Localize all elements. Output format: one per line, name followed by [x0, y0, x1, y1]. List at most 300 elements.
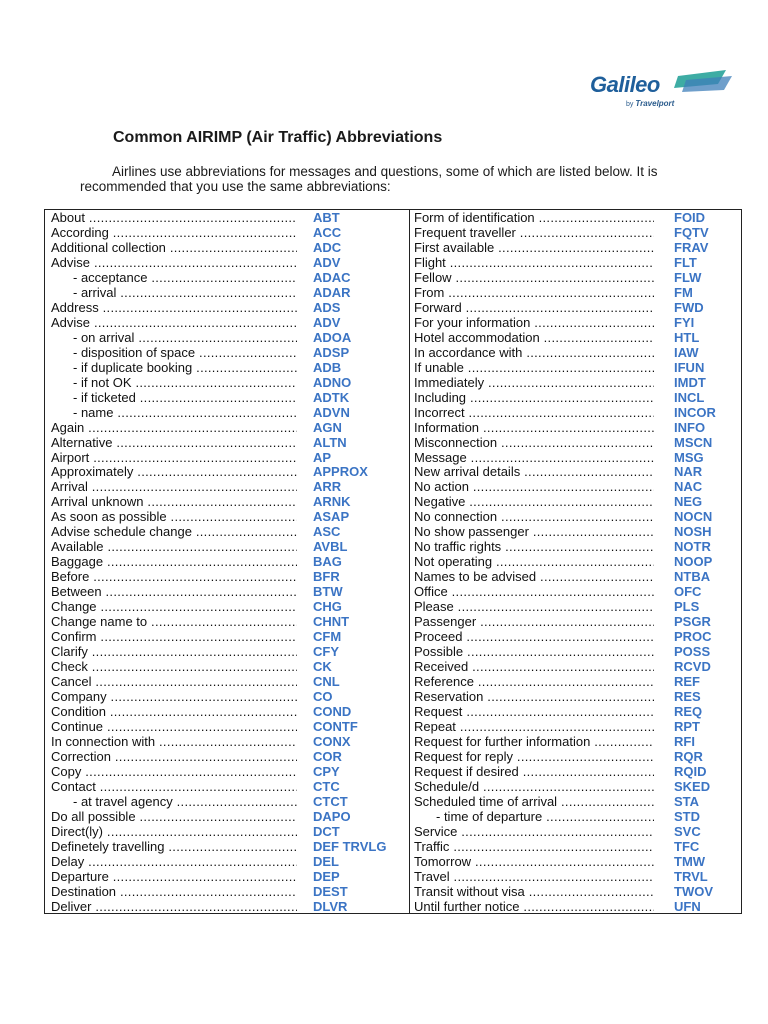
abbreviation-term	[414, 750, 654, 765]
abbreviation-row	[51, 451, 405, 466]
abbreviation-row	[51, 480, 405, 495]
abbreviation-row	[51, 226, 405, 241]
abbreviation-code: FLW	[674, 269, 702, 285]
abbreviation-term	[414, 480, 654, 495]
abbreviation-term	[51, 480, 297, 495]
abbreviation-code: CO	[313, 689, 333, 704]
abbreviation-row	[414, 780, 739, 795]
term-text: Negative .....	[414, 495, 654, 509]
abbreviation-row	[51, 705, 405, 720]
abbreviation-row	[51, 256, 405, 271]
term-text: Condition .....	[51, 705, 297, 719]
abbreviation-code: INCL	[674, 389, 705, 405]
term-text: No action .....	[414, 480, 654, 494]
term-text: Deliver .....	[51, 900, 297, 914]
abbreviation-row	[51, 630, 405, 645]
abbreviation-row	[51, 495, 405, 510]
abbreviation-code: CFY	[313, 644, 339, 660]
term-text: Incorrect .....	[414, 406, 654, 420]
abbreviation-code: ADTK	[313, 389, 350, 405]
abbreviation-code: APPROX	[313, 464, 368, 480]
term-text: Message .....	[414, 451, 654, 465]
abbreviation-row	[414, 346, 739, 361]
abbreviation-term	[51, 555, 297, 570]
abbreviation-row	[51, 585, 405, 600]
abbreviation-term	[51, 780, 297, 795]
abbreviation-term	[51, 825, 297, 840]
term-text: Frequent traveller .....	[414, 226, 654, 240]
abbreviation-code: TRVL	[674, 868, 708, 884]
abbreviation-row	[414, 705, 739, 720]
abbreviation-row	[51, 361, 405, 376]
abbreviation-code: NOCN	[674, 509, 713, 525]
abbreviation-term	[414, 765, 654, 780]
term-text: - arrival .....	[73, 286, 297, 300]
abbreviation-term	[414, 675, 654, 690]
logo-swoosh-icon	[674, 66, 736, 96]
term-text: No show passenger .....	[414, 525, 654, 539]
abbreviation-term	[414, 256, 654, 271]
term-text: Confirm .....	[51, 630, 297, 644]
abbreviation-row	[51, 750, 405, 765]
abbreviation-code: CONX	[313, 733, 351, 749]
abbreviation-row	[51, 465, 405, 480]
abbreviation-term	[51, 765, 297, 780]
abbreviation-row	[51, 870, 405, 885]
abbreviation-row	[51, 510, 405, 525]
abbreviation-term	[414, 660, 654, 675]
abbreviation-row	[414, 316, 739, 331]
abbreviation-row	[414, 885, 739, 900]
page-title: Common AIRIMP (Air Traffic) Abbreviations	[113, 129, 443, 146]
abbreviation-term	[51, 436, 297, 451]
abbreviation-code: FM	[674, 284, 693, 300]
term-text: - time of departure .....	[436, 810, 654, 824]
abbreviation-term	[51, 376, 297, 391]
abbreviation-term	[51, 690, 297, 705]
abbreviation-term	[51, 226, 297, 241]
term-text: Immediately .....	[414, 376, 654, 390]
abbreviation-row	[414, 510, 739, 525]
abbreviation-term	[51, 495, 297, 510]
abbreviation-term	[51, 271, 297, 286]
abbreviation-row	[414, 765, 739, 780]
abbreviation-term	[414, 271, 654, 286]
term-text: Arrival .....	[51, 480, 297, 494]
abbreviation-row	[51, 271, 405, 286]
abbreviation-term	[51, 630, 297, 645]
term-text: Forward .....	[414, 301, 654, 315]
term-text: Traffic .....	[414, 840, 654, 854]
term-text: Reference .....	[414, 675, 654, 689]
abbreviation-code: COND	[313, 703, 352, 719]
term-text: Clarify .....	[51, 645, 297, 659]
abbreviation-row	[414, 421, 739, 436]
abbreviation-term	[414, 630, 654, 645]
abbreviation-term	[414, 690, 654, 705]
term-text: Contact .....	[51, 780, 297, 794]
abbreviation-row	[414, 585, 739, 600]
abbreviation-code: BTW	[313, 584, 343, 600]
abbreviation-code: ALTN	[313, 434, 347, 450]
abbreviation-row	[51, 825, 405, 840]
abbreviation-row	[414, 840, 739, 855]
abbreviation-code: REQ	[674, 703, 703, 719]
term-text: Until further notice .....	[414, 900, 654, 914]
term-text: Before .....	[51, 570, 297, 584]
abbreviation-term	[51, 885, 297, 900]
abbreviation-row	[51, 645, 405, 660]
abbreviation-row	[51, 406, 405, 421]
abbreviation-term	[51, 346, 297, 361]
abbreviation-row	[414, 900, 739, 915]
abbreviation-code: STD	[674, 808, 700, 824]
term-text: Request for reply .....	[414, 750, 654, 764]
abbreviation-row	[414, 525, 739, 540]
abbreviation-code: RES	[674, 689, 701, 704]
abbreviation-code: RFI	[674, 733, 695, 749]
abbreviation-term	[414, 585, 654, 600]
abbreviation-code: ACC	[313, 224, 342, 240]
abbreviation-code: RQR	[674, 748, 703, 764]
abbreviation-row	[51, 765, 405, 780]
abbreviation-row	[414, 331, 739, 346]
abbreviation-code: CONTF	[313, 718, 358, 734]
abbreviation-row	[414, 301, 739, 316]
abbreviation-row	[414, 735, 739, 750]
abbreviation-row	[414, 630, 739, 645]
abbreviation-term	[414, 331, 654, 346]
abbreviation-code: DEP	[313, 868, 340, 884]
abbreviation-row	[51, 211, 405, 226]
abbreviation-row	[414, 675, 739, 690]
term-text: - if ticketed .....	[73, 391, 297, 405]
abbreviation-code: NTBA	[674, 569, 711, 585]
term-text: Please .....	[414, 600, 654, 614]
abbreviation-row	[51, 810, 405, 825]
term-text: Request if desired .....	[414, 765, 654, 779]
term-text: Reservation .....	[414, 690, 654, 704]
term-text: Definetely travelling .....	[51, 840, 297, 854]
abbreviation-term	[414, 540, 654, 555]
abbreviation-row	[414, 451, 739, 466]
abbreviation-code: FWD	[674, 299, 704, 315]
abbreviation-code: IFUN	[674, 359, 705, 375]
abbreviation-code: ADV	[313, 314, 341, 330]
abbreviation-row	[414, 391, 739, 406]
term-text: Form of identification .....	[414, 211, 654, 225]
abbreviation-code: REF	[674, 674, 700, 690]
abbreviation-code: MSG	[674, 449, 704, 465]
abbreviation-term	[414, 391, 654, 406]
abbreviation-row	[51, 900, 405, 915]
abbreviation-row	[414, 540, 739, 555]
term-text: - disposition of space .....	[73, 346, 297, 360]
abbreviation-term	[51, 675, 297, 690]
abbreviation-term	[51, 391, 297, 406]
abbreviation-code: BAG	[313, 554, 342, 570]
abbreviation-row	[51, 615, 405, 630]
abbreviation-term	[51, 600, 297, 615]
abbreviation-code: FLT	[674, 254, 697, 270]
abbreviation-row	[51, 346, 405, 361]
term-text: - name .....	[73, 406, 297, 420]
abbreviation-code: ADVN	[313, 404, 350, 420]
abbreviation-row	[51, 376, 405, 391]
abbreviation-term	[51, 361, 297, 376]
abbreviation-term	[414, 555, 654, 570]
abbreviation-row	[414, 750, 739, 765]
abbreviation-term	[51, 421, 297, 436]
abbreviation-code: PSGR	[674, 614, 711, 630]
abbreviation-term	[51, 211, 297, 226]
term-text: Change name to .....	[51, 615, 297, 629]
term-text: Names to be advised .....	[414, 570, 654, 584]
abbreviation-row	[414, 256, 739, 271]
abbreviation-code: PROC	[674, 629, 712, 645]
term-text: Available .....	[51, 540, 297, 554]
abbreviation-code: RPT	[674, 718, 700, 734]
abbreviation-term	[414, 226, 654, 241]
abbreviation-row	[414, 211, 739, 226]
abbreviation-row	[414, 645, 739, 660]
term-text: Advise .....	[51, 316, 297, 330]
abbreviation-code: CTCT	[313, 793, 348, 809]
term-text: - at travel agency .....	[73, 795, 297, 809]
abbreviation-term	[414, 361, 654, 376]
abbreviation-term	[51, 645, 297, 660]
abbreviation-code: ARR	[313, 479, 342, 495]
abbreviation-row	[51, 600, 405, 615]
abbreviation-code: IMDT	[674, 374, 706, 390]
abbreviation-code: DEL	[313, 853, 339, 869]
term-text: Not operating .....	[414, 555, 654, 569]
abbreviation-term	[414, 451, 654, 466]
left-column	[51, 211, 405, 915]
abbreviation-code: HTL	[674, 329, 700, 345]
term-text: Proceed .....	[414, 630, 654, 644]
abbreviation-row	[414, 795, 739, 810]
abbreviation-row	[414, 286, 739, 301]
term-text: Information .....	[414, 421, 654, 435]
abbreviation-row	[414, 720, 739, 735]
term-text: Flight .....	[414, 256, 654, 270]
abbreviation-row	[414, 660, 739, 675]
abbreviation-code: ARNK	[313, 494, 351, 510]
abbreviation-term	[414, 780, 654, 795]
term-text: Again .....	[51, 421, 297, 435]
term-text: Correction .....	[51, 750, 297, 764]
abbreviation-row	[51, 555, 405, 570]
term-text: Arrival unknown .....	[51, 495, 297, 509]
abbreviation-row	[414, 615, 739, 630]
abbreviation-term	[414, 720, 654, 735]
abbreviation-term	[414, 600, 654, 615]
term-text: Copy .....	[51, 765, 297, 779]
term-text: As soon as possible .....	[51, 510, 297, 524]
term-text: Misconnection .....	[414, 436, 654, 450]
abbreviation-term	[414, 241, 654, 256]
abbreviation-code: AP	[313, 449, 332, 465]
term-text: In accordance with .....	[414, 346, 654, 360]
abbreviation-code: UFN	[674, 898, 701, 914]
abbreviation-row	[414, 226, 739, 241]
abbreviation-code: IAW	[674, 344, 699, 360]
abbreviation-row	[414, 495, 739, 510]
abbreviation-code: DLVR	[313, 898, 348, 914]
abbreviation-row	[51, 690, 405, 705]
abbreviation-row	[51, 436, 405, 451]
abbreviation-term	[51, 750, 297, 765]
abbreviation-term	[51, 406, 297, 421]
abbreviation-row	[51, 780, 405, 795]
abbreviation-code: FYI	[674, 314, 695, 330]
abbreviation-row	[414, 690, 739, 705]
term-text: Address .....	[51, 301, 297, 315]
abbreviation-term	[51, 900, 297, 915]
abbreviation-term	[51, 840, 297, 855]
term-text: If unable .....	[414, 361, 654, 375]
abbreviation-term	[51, 585, 297, 600]
abbreviation-term	[51, 660, 297, 675]
abbreviation-code: ADV	[313, 254, 341, 270]
term-text: Tomorrow .....	[414, 855, 654, 869]
logo-by: by	[626, 101, 634, 108]
abbreviation-row	[51, 301, 405, 316]
term-text: Do all possible .....	[51, 810, 297, 824]
term-text: Alternative .....	[51, 436, 297, 450]
abbreviation-code: FRAV	[674, 239, 709, 255]
abbreviation-code: ADOA	[313, 329, 352, 345]
term-text: From .....	[414, 286, 654, 300]
abbreviation-term	[414, 495, 654, 510]
abbreviation-term	[51, 286, 297, 301]
abbreviation-row	[51, 316, 405, 331]
abbreviation-term	[414, 421, 654, 436]
abbreviation-code: COR	[313, 748, 342, 764]
abbreviation-code: DCT	[313, 823, 340, 839]
abbreviation-term	[51, 735, 297, 750]
term-text: For your information .....	[414, 316, 654, 330]
term-text: Repeat .....	[414, 720, 654, 734]
abbreviation-code: NAR	[674, 464, 703, 480]
term-text: New arrival details .....	[414, 465, 654, 479]
abbreviation-code: FQTV	[674, 224, 709, 240]
abbreviations-table	[44, 209, 742, 914]
term-text: Received .....	[414, 660, 654, 674]
term-text: - if not OK .....	[73, 376, 297, 390]
term-text: Advise schedule change .....	[51, 525, 297, 539]
abbreviation-row	[51, 286, 405, 301]
abbreviation-code: POSS	[674, 644, 711, 660]
abbreviation-term	[414, 211, 654, 226]
abbreviation-term	[414, 510, 654, 525]
abbreviation-term	[51, 451, 297, 466]
abbreviation-row	[414, 361, 739, 376]
abbreviation-code: ADAR	[313, 284, 351, 300]
term-text: Request .....	[414, 705, 654, 719]
abbreviation-term	[51, 331, 297, 346]
abbreviation-term	[414, 645, 654, 660]
abbreviation-code: SKED	[674, 778, 711, 794]
term-text: Additional collection .....	[51, 241, 297, 255]
abbreviation-row	[51, 855, 405, 870]
abbreviation-term	[414, 705, 654, 720]
term-text: Company .....	[51, 690, 297, 704]
abbreviation-term	[414, 436, 654, 451]
term-text: Request for further information .....	[414, 735, 654, 749]
abbreviation-term	[51, 540, 297, 555]
abbreviation-row	[414, 436, 739, 451]
abbreviation-row	[414, 810, 739, 825]
abbreviation-code: DEST	[313, 883, 348, 899]
abbreviation-row	[51, 720, 405, 735]
abbreviation-code: AVBL	[313, 539, 348, 555]
term-text: Hotel accommodation .....	[414, 331, 654, 345]
abbreviation-term	[414, 885, 654, 900]
abbreviation-term	[51, 615, 297, 630]
abbreviation-row	[51, 391, 405, 406]
term-text: Including .....	[414, 391, 654, 405]
abbreviation-term	[51, 870, 297, 885]
abbreviation-code: ADSP	[313, 344, 350, 360]
term-text: First available .....	[414, 241, 654, 255]
right-column	[414, 211, 739, 915]
term-text: Change .....	[51, 600, 297, 614]
abbreviation-row	[414, 570, 739, 585]
abbreviation-code: ADNO	[313, 374, 352, 390]
abbreviation-row	[51, 421, 405, 436]
logo-byline	[626, 99, 674, 108]
term-text: Fellow .....	[414, 271, 654, 285]
abbreviation-row	[414, 465, 739, 480]
abbreviation-term	[414, 900, 654, 915]
term-text: Airport .....	[51, 451, 297, 465]
term-text: Direct(ly) .....	[51, 825, 297, 839]
term-text: Schedule/d .....	[414, 780, 654, 794]
abbreviation-term	[51, 720, 297, 735]
term-text: Scheduled time of arrival .....	[414, 795, 654, 809]
abbreviation-row	[414, 555, 739, 570]
abbreviation-code: ADAC	[313, 269, 351, 285]
abbreviation-term	[414, 615, 654, 630]
abbreviation-row	[51, 675, 405, 690]
abbreviation-term	[414, 316, 654, 331]
abbreviation-code: ADS	[313, 299, 341, 315]
abbreviation-term	[414, 810, 654, 825]
abbreviation-code: NOTR	[674, 539, 711, 555]
abbreviation-row	[414, 600, 739, 615]
abbreviation-code: DEF TRVLG	[313, 838, 387, 854]
term-text: Continue .....	[51, 720, 297, 734]
abbreviation-code: BFR	[313, 569, 340, 585]
abbreviation-code: STA	[674, 793, 700, 809]
term-text: Passenger .....	[414, 615, 654, 629]
abbreviation-term	[414, 825, 654, 840]
term-text: - if duplicate booking .....	[73, 361, 297, 375]
term-text: No traffic rights .....	[414, 540, 654, 554]
term-text: Approximately .....	[51, 465, 297, 479]
abbreviation-term	[51, 465, 297, 480]
abbreviation-code: AGN	[313, 419, 342, 435]
term-text: According .....	[51, 226, 297, 240]
term-text: Transit without visa .....	[414, 885, 654, 899]
abbreviation-row	[51, 331, 405, 346]
abbreviation-code: NAC	[674, 479, 703, 495]
term-text: Baggage .....	[51, 555, 297, 569]
abbreviation-term	[414, 840, 654, 855]
abbreviation-code: NOOP	[674, 554, 713, 570]
